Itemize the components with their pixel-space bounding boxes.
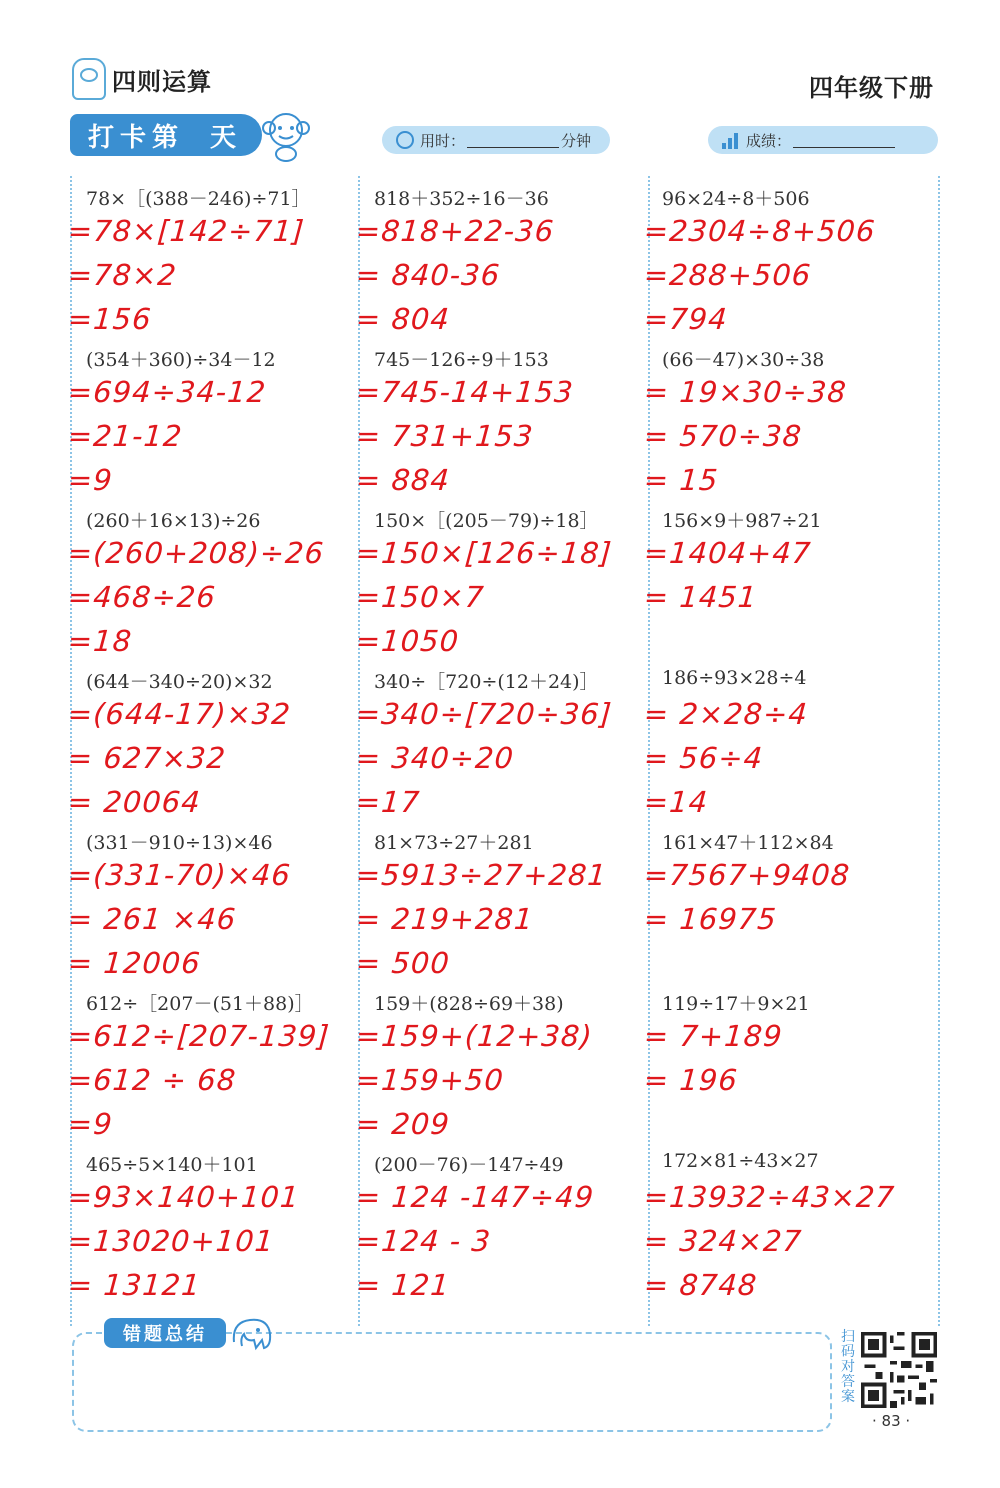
problem-expression: (331－910÷13)×46 — [86, 832, 273, 854]
handwritten-step: =288+506 — [642, 258, 813, 292]
handwritten-step: =(644-17)×32 — [66, 697, 293, 731]
handwritten-step: = 56÷4 — [642, 741, 765, 775]
handwritten-step: =159+50 — [354, 1063, 506, 1097]
handwritten-step: = 16975 — [642, 902, 778, 936]
problem-expression: (66－47)×30÷38 — [662, 349, 825, 371]
handwritten-step: = 884 — [354, 463, 452, 497]
handwritten-step: =612÷[207-139] — [66, 1019, 331, 1053]
handwritten-step: =(260+208)÷26 — [66, 536, 326, 570]
handwritten-step: =78×2 — [66, 258, 179, 292]
problem-expression: 96×24÷8＋506 — [662, 188, 810, 210]
handwritten-step: =612 ÷ 68 — [66, 1063, 238, 1097]
handwritten-step: =1050 — [354, 624, 461, 658]
handwritten-step: = 627×32 — [66, 741, 228, 775]
problem-expression: 818＋352÷16－36 — [374, 188, 549, 210]
score-blank — [793, 133, 895, 148]
grade-label: 四年级下册 — [809, 74, 934, 102]
handwritten-step: = 804 — [354, 302, 452, 336]
checkin-prefix: 打卡第 — [88, 122, 185, 153]
checkin-suffix: 天 — [210, 122, 243, 153]
time-blank — [467, 133, 559, 148]
mistake-summary-label: 错题总结 — [104, 1318, 226, 1348]
handwritten-step: =93×140+101 — [66, 1180, 301, 1214]
elephant-mascot-icon — [228, 1312, 276, 1352]
handwritten-step: =818+22-36 — [354, 214, 556, 248]
handwritten-step: = 196 — [642, 1063, 740, 1097]
handwritten-step: =9 — [66, 1107, 114, 1141]
monkey-mascot-icon — [260, 108, 312, 162]
problem-expression: 156×9＋987÷21 — [662, 510, 822, 532]
alarm-clock-icon — [396, 131, 414, 149]
problem-expression: (644－340÷20)×32 — [86, 671, 273, 693]
problem-expression: 81×73÷27＋281 — [374, 832, 534, 854]
handwritten-step: = 840-36 — [354, 258, 502, 292]
handwritten-step: =9 — [66, 463, 114, 497]
handwritten-step: = 731+153 — [354, 419, 535, 453]
handwritten-step: =159+(12+38) — [354, 1019, 594, 1053]
handwritten-step: = 8748 — [642, 1268, 759, 1302]
handwritten-step: =13932÷43×27 — [642, 1180, 897, 1214]
problem-expression: 159＋(828÷69＋38) — [374, 993, 564, 1015]
handwritten-step: = 7+189 — [642, 1019, 784, 1053]
handwritten-step: = 20064 — [66, 785, 202, 819]
handwritten-step: =(331-70)×46 — [66, 858, 293, 892]
problem-expression: 745－126÷9＋153 — [374, 349, 549, 371]
problem-expression: 612÷［207－(51＋88)］ — [86, 993, 314, 1015]
page-number: · 83 · — [872, 1412, 911, 1430]
problem-expression: 150×［(205－79)÷18］ — [374, 510, 599, 532]
handwritten-step: =1404+47 — [642, 536, 813, 570]
handwritten-step: = 340÷20 — [354, 741, 516, 775]
problem-expression: 161×47＋112×84 — [662, 832, 834, 854]
handwritten-step: =17 — [354, 785, 422, 819]
handwritten-step: =2304÷8+506 — [642, 214, 877, 248]
handwritten-step: =745-14+153 — [354, 375, 575, 409]
problem-expression: (200－76)－147÷49 — [374, 1154, 564, 1176]
handwritten-step: =150×[126÷18] — [354, 536, 614, 570]
problem-expression: 78×［(388－246)÷71］ — [86, 188, 311, 210]
handwritten-step: = 570÷38 — [642, 419, 804, 453]
handwritten-step: =78×[142÷71] — [66, 214, 306, 248]
handwritten-step: =7567+9408 — [642, 858, 852, 892]
handwritten-step: =13020+101 — [66, 1224, 276, 1258]
problem-expression: 119÷17＋9×21 — [662, 993, 810, 1015]
qr-code[interactable] — [860, 1332, 938, 1408]
handwritten-step: = 261 ×46 — [66, 902, 238, 936]
score-label: 成绩： — [746, 131, 792, 150]
handwritten-step: = 2×28÷4 — [642, 697, 810, 731]
scan-answer-label: 扫码对答案 — [841, 1329, 855, 1405]
handwritten-step: = 324×27 — [642, 1224, 804, 1258]
problem-expression: (354＋360)÷34－12 — [86, 349, 276, 371]
section-header — [72, 58, 212, 100]
handwritten-step: = 124 -147÷49 — [354, 1180, 596, 1214]
handwritten-step: = 12006 — [66, 946, 202, 980]
handwritten-step: =14 — [642, 785, 710, 819]
time-unit: 分钟 — [561, 131, 592, 150]
bar-chart-icon — [722, 131, 740, 149]
score-field — [708, 126, 938, 154]
handwritten-step: =794 — [642, 302, 729, 336]
handwritten-step: =5913÷27+281 — [354, 858, 609, 892]
handwritten-step: = 121 — [354, 1268, 452, 1302]
problem-expression: (260＋16×13)÷26 — [86, 510, 261, 532]
problem-expression: 172×81÷43×27 — [662, 1150, 819, 1172]
time-field — [382, 126, 610, 154]
handwritten-step: =340÷[720÷36] — [354, 697, 614, 731]
handwritten-step: =124 - 3 — [354, 1224, 493, 1258]
handwritten-step: = 500 — [354, 946, 452, 980]
handwritten-step: = 19×30÷38 — [642, 375, 849, 409]
checkin-banner — [70, 114, 262, 156]
handwritten-step: =156 — [66, 302, 153, 336]
handwritten-step: = 219+281 — [354, 902, 535, 936]
problem-expression: 340÷［720÷(12＋24)］ — [374, 671, 599, 693]
handwritten-step: =468÷26 — [66, 580, 218, 614]
handwritten-step: = 15 — [642, 463, 720, 497]
handwritten-step: = 209 — [354, 1107, 452, 1141]
problem-expression: 465÷5×140＋101 — [86, 1154, 258, 1176]
handwritten-step: =694÷34-12 — [66, 375, 268, 409]
time-label: 用时： — [420, 131, 466, 150]
handwritten-step: = 13121 — [66, 1268, 202, 1302]
handwritten-step: =150×7 — [354, 580, 486, 614]
lion-mascot-icon — [72, 58, 106, 100]
handwritten-step: = 1451 — [642, 580, 759, 614]
handwritten-step: =18 — [66, 624, 134, 658]
section-title: 四则运算 — [112, 67, 212, 96]
problem-expression: 186÷93×28÷4 — [662, 667, 807, 689]
column-border-right — [938, 176, 940, 1326]
handwritten-step: =21-12 — [66, 419, 184, 453]
